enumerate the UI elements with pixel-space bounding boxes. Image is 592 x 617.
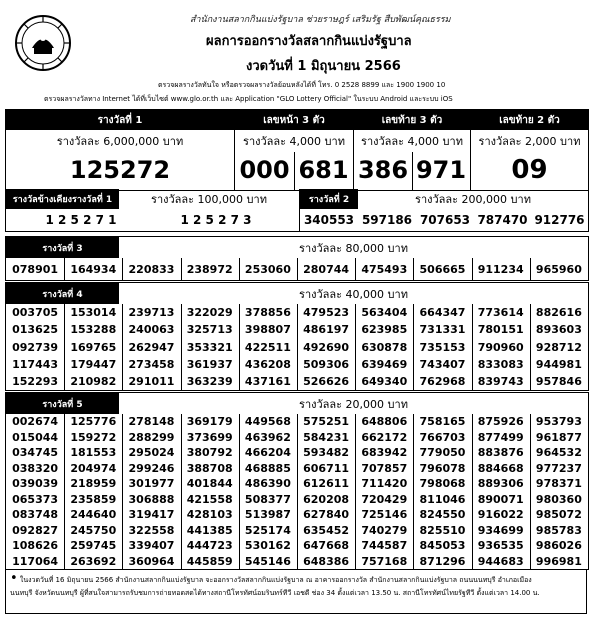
prize-number: 911234: [477, 262, 524, 276]
prize-number: 824550: [419, 508, 466, 522]
prize-number: 015044: [12, 430, 59, 444]
prize-number: 492690: [303, 340, 350, 354]
prize-number: 339407: [128, 539, 175, 553]
prize-number: 757168: [361, 554, 408, 568]
prize-number: 319417: [128, 508, 175, 522]
prize-number: 773614: [477, 306, 524, 320]
fifth-prize-amount: รางวัลละ 20,000 บาท: [299, 397, 408, 411]
prize-number: 877499: [477, 430, 524, 444]
prize-number: 204974: [70, 461, 117, 475]
prize-number: 117064: [12, 554, 59, 568]
glo-emblem-logo: [14, 14, 72, 72]
prize-number: 388708: [186, 461, 233, 475]
fourth-prize-label: รางวัลที่ 4: [6, 283, 119, 304]
third-prize-header: [6, 237, 588, 258]
prize-number: 322029: [186, 306, 233, 320]
prize-number: 758165: [419, 415, 466, 429]
prize-number: 889306: [477, 477, 524, 491]
prize-number: 441385: [186, 523, 233, 537]
prize-number: 065373: [12, 492, 59, 506]
prize-number: 796078: [419, 461, 466, 475]
footer-line: [10, 572, 582, 587]
prize-number: 944981: [535, 357, 582, 371]
prize-number: 291011: [128, 374, 175, 388]
front3-amount: รางวัลละ 4,000 บาท: [243, 135, 345, 148]
prize-number: 833083: [477, 357, 524, 371]
front3-number: 000: [239, 156, 290, 184]
prize-number: 934699: [477, 523, 524, 537]
footer-notice: [5, 569, 587, 614]
prize-number: 627840: [303, 508, 350, 522]
prize-number: 235859: [70, 492, 117, 506]
fourth-prize-amount: รางวัลละ 40,000 บาท: [299, 287, 408, 301]
near-first-number: 1 2 5 2 7 1: [45, 213, 117, 227]
prize-number: 606711: [303, 461, 350, 475]
prize-number: 380792: [186, 446, 233, 460]
prize-number: 436208: [244, 357, 291, 371]
prize-number: 530162: [244, 539, 291, 553]
prize-number: 263692: [70, 554, 117, 568]
third-prize-section: [5, 236, 589, 281]
prize-number: 038320: [12, 461, 59, 475]
prize-number: 545146: [244, 554, 291, 568]
page-title: ผลการออกรางวัลสลากกินแบ่งรัฐบาล: [206, 34, 412, 49]
prize-number: 735153: [419, 340, 466, 354]
prize-number: 259745: [70, 539, 117, 553]
front3-column: [235, 110, 354, 190]
prize-number: 893603: [535, 323, 582, 337]
near-and-second-prize: [5, 189, 589, 232]
first-prize-number: 125272: [69, 156, 171, 184]
third-prize-grid: [6, 258, 588, 280]
prize-number: 936535: [477, 539, 524, 553]
prize-number: 623985: [361, 323, 408, 337]
prize-number: 153288: [70, 323, 117, 337]
prize-number: 957846: [535, 374, 582, 388]
second-prize-number: 707653: [419, 213, 471, 227]
prize-number: 240063: [128, 323, 175, 337]
prize-number: 711420: [361, 477, 408, 491]
prize-number: 811046: [419, 492, 466, 506]
prize-number: 363239: [186, 374, 233, 388]
prize-number: 244640: [70, 508, 117, 522]
footer-line: นนทบุรี จังหวัดนนทบุรี ผู้ที่สนใจสามารถรับชมการถ่ายทอดสดได้ทางสถานีโทรทัศน์อมรินทร์ทีวี เอชดี ช่อง 34 ตั้งแต่เวลา 13.50 น. สถานีโทรทัศน์ไทยรัฐทีวี ตั้งแต่เวลา 14.00 น.: [10, 589, 540, 597]
back2-column: [471, 110, 588, 190]
prize-number: 220833: [128, 262, 175, 276]
prize-number: 322558: [128, 523, 175, 537]
prize-number: 883876: [477, 446, 524, 460]
prize-number: 034745: [12, 446, 59, 460]
fifth-prize-header: [6, 393, 588, 414]
second-prize-number: 787470: [477, 213, 528, 227]
prize-number: 509306: [303, 357, 350, 371]
prize-number: 003705: [12, 306, 59, 320]
prize-number: 648386: [303, 554, 350, 568]
prize-number: 635452: [303, 523, 350, 537]
prize-number: 078901: [12, 262, 59, 276]
prize-number: 092739: [12, 340, 59, 354]
online-info: ตรวจผลรางวัลทาง Internet ได้ที่เว็บไซต์ www.glo.or.th และ Application "GLO Lottery Official" ในระบบ Android และระบบ iOS: [44, 95, 453, 103]
back3-column: [354, 110, 471, 190]
prize-number: 649340: [361, 374, 408, 388]
prize-number: 744587: [361, 539, 408, 553]
prize-number: 360964: [128, 554, 175, 568]
prize-number: 445859: [186, 554, 233, 568]
prize-number: 369179: [186, 415, 233, 429]
prize-number: 428103: [186, 508, 233, 522]
prize-number: 798068: [419, 477, 466, 491]
prize-number: 092827: [12, 523, 59, 537]
prize-number: 466204: [244, 446, 291, 460]
near-first-number: 1 2 5 2 7 3: [180, 213, 252, 227]
prize-number: 181553: [70, 446, 117, 460]
prize-number: 301977: [128, 477, 175, 491]
second-prize-number: 597186: [361, 213, 413, 227]
prize-number: 353321: [186, 340, 233, 354]
front3-label: เลขหน้า 3 ตัว: [235, 110, 353, 130]
prize-number: 169765: [70, 340, 117, 354]
prize-number: 964532: [535, 446, 582, 460]
first-prize-amount: รางวัลละ 6,000,000 บาท: [56, 135, 184, 148]
prize-number: 378856: [244, 306, 291, 320]
prize-number: 647668: [303, 539, 350, 553]
prize-number: 479523: [303, 306, 350, 320]
prize-number: 295024: [128, 446, 175, 460]
prize-number: 961877: [535, 430, 582, 444]
prize-number: 238972: [186, 262, 233, 276]
prize-number: 299246: [128, 461, 175, 475]
footer-text: ในงวดวันที่ 16 มิถุนายน 2566 สำนักงานสลากกินแบ่งรัฐบาล จะออกรางวัลสลากกินแบ่งรัฐบาล ณ อาคารออกรางวัล สำนักงานสลากกินแบ่งรัฐบาล ถนนนนทบุรี อำเภอเมือง: [19, 576, 532, 584]
prize-number: 762968: [419, 374, 466, 388]
prize-number: 210982: [70, 374, 117, 388]
bullet-icon: •: [10, 571, 18, 586]
back2-number: 09: [511, 155, 548, 185]
prize-number: 944683: [477, 554, 524, 568]
prize-number: 325713: [186, 323, 233, 337]
prize-number: 398807: [244, 323, 291, 337]
prize-number: 780151: [477, 323, 524, 337]
prize-number: 884668: [477, 461, 524, 475]
prize-number: 306888: [128, 492, 175, 506]
prize-number: 125776: [70, 415, 117, 429]
prize-number: 620208: [303, 492, 350, 506]
back3-label: เลขท้าย 3 ตัว: [354, 110, 470, 130]
prize-number: 506665: [419, 262, 466, 276]
fifth-prize-section: [5, 392, 589, 570]
prize-number: 262947: [128, 340, 175, 354]
fourth-prize-section: [5, 282, 589, 391]
prize-number: 731331: [419, 323, 466, 337]
prize-number: 245750: [70, 523, 117, 537]
prize-number: 486197: [303, 323, 350, 337]
prize-number: 273458: [128, 357, 175, 371]
draw-date: งวดวันที่ 1 มิถุนายน 2566: [246, 59, 401, 74]
first-prize-label: รางวัลที่ 1: [6, 110, 234, 130]
fourth-prize-header: [6, 283, 588, 304]
prize-number: 584231: [303, 430, 350, 444]
prize-number: 152293: [12, 374, 59, 388]
prize-number: 965960: [535, 262, 582, 276]
first-prize-column: [6, 110, 235, 190]
prize-number: 525174: [244, 523, 291, 537]
prize-number: 593482: [303, 446, 350, 460]
prize-number: 475493: [361, 262, 408, 276]
back2-label: เลขท้าย 2 ตัว: [471, 110, 588, 130]
prize-number: 720429: [361, 492, 408, 506]
prize-number: 401844: [186, 477, 233, 491]
prize-number: 526626: [303, 374, 350, 388]
back2-amount: รางวัลละ 2,000 บาท: [478, 135, 581, 148]
second-prize-number: 340553: [303, 213, 355, 227]
prize-number: 039039: [12, 477, 59, 491]
prize-number: 871296: [419, 554, 466, 568]
header: [0, 0, 592, 78]
prize-number: 159272: [70, 430, 117, 444]
prize-number: 117443: [12, 357, 59, 371]
back3-number: 971: [415, 156, 467, 184]
prize-number: 779050: [419, 446, 466, 460]
prize-number: 662172: [361, 430, 408, 444]
top-prizes-table: [5, 109, 589, 191]
prize-number: 513987: [244, 508, 291, 522]
prize-number: 683942: [361, 446, 408, 460]
prize-number: 977237: [535, 461, 582, 475]
prize-number: 882616: [535, 306, 582, 320]
back3-number: 386: [357, 156, 409, 184]
prize-number: 508377: [244, 492, 291, 506]
prize-number: 928712: [535, 340, 582, 354]
prize-number: 179447: [70, 357, 117, 371]
prize-number: 996981: [535, 554, 582, 568]
prize-number: 985783: [535, 523, 582, 537]
prize-number: 986026: [535, 539, 582, 553]
contact-info: ตรวจผลรางวัลทันใจ หรือตรวจผลรางวัลย้อนหลังได้ที่ โทร. 0 2528 8899 และ 1900 1900 10: [158, 81, 446, 89]
near-first-label: รางวัลข้างเคียงรางวัลที่ 1: [6, 189, 119, 209]
back3-amount: รางวัลละ 4,000 บาท: [361, 135, 463, 148]
second-prize-number: 912776: [534, 213, 585, 227]
prize-number: 575251: [303, 415, 350, 429]
prize-number: 563404: [361, 306, 408, 320]
prize-number: 449568: [244, 415, 291, 429]
prize-number: 612611: [303, 477, 350, 491]
prize-number: 916022: [477, 508, 524, 522]
prize-number: 766703: [419, 430, 466, 444]
prize-number: 164934: [70, 262, 117, 276]
prize-number: 013625: [12, 323, 59, 337]
prize-number: 725146: [361, 508, 408, 522]
prize-number: 740279: [361, 523, 408, 537]
prize-number: 108626: [12, 539, 59, 553]
prize-number: 444723: [186, 539, 233, 553]
prize-number: 985072: [535, 508, 582, 522]
prize-number: 361937: [186, 357, 233, 371]
prize-number: 373699: [186, 430, 233, 444]
prize-number: 978371: [535, 477, 582, 491]
prize-number: 980360: [535, 492, 582, 506]
prize-number: 253060: [244, 262, 291, 276]
prize-number: 707857: [361, 461, 408, 475]
prize-number: 437161: [244, 374, 291, 388]
prize-number: 639469: [361, 357, 408, 371]
third-prize-amount: รางวัลละ 80,000 บาท: [299, 241, 408, 255]
prize-number: 839743: [477, 374, 524, 388]
prize-number: 288299: [128, 430, 175, 444]
near-first-amount: รางวัลละ 100,000 บาท: [151, 193, 267, 206]
prize-number: 239713: [128, 306, 175, 320]
prize-number: 280744: [303, 262, 350, 276]
prize-number: 630878: [361, 340, 408, 354]
prize-number: 486390: [244, 477, 291, 491]
third-prize-label: รางวัลที่ 3: [6, 237, 119, 258]
prize-number: 463962: [244, 430, 291, 444]
fifth-prize-grid: [6, 414, 588, 569]
prize-number: 890071: [477, 492, 524, 506]
prize-number: 002674: [12, 415, 59, 429]
prize-number: 468885: [244, 461, 291, 475]
prize-number: 845053: [419, 539, 466, 553]
prize-number: 825510: [419, 523, 466, 537]
fourth-prize-grid: [6, 304, 588, 390]
prize-number: 218959: [70, 477, 117, 491]
fifth-prize-label: รางวัลที่ 5: [6, 393, 119, 414]
org-tagline: สำนักงานสลากกินแบ่งรัฐบาล ช่วยราษฎร์ เสริมรัฐ สืบพัฒน์คุณธรรม: [190, 15, 451, 25]
second-prize-label: รางวัลที่ 2: [300, 189, 358, 209]
prize-number: 648806: [361, 415, 408, 429]
prize-number: 953793: [535, 415, 582, 429]
prize-number: 278148: [128, 415, 175, 429]
prize-number: 083748: [12, 508, 59, 522]
prize-number: 743407: [419, 357, 466, 371]
front3-number: 681: [298, 156, 349, 184]
prize-number: 790960: [477, 340, 524, 354]
prize-number: 664347: [419, 306, 466, 320]
prize-number: 875926: [477, 415, 524, 429]
second-prize-amount: รางวัลละ 200,000 บาท: [415, 193, 531, 206]
prize-number: 421558: [186, 492, 233, 506]
prize-number: 153014: [70, 306, 117, 320]
prize-number: 422511: [244, 340, 291, 354]
